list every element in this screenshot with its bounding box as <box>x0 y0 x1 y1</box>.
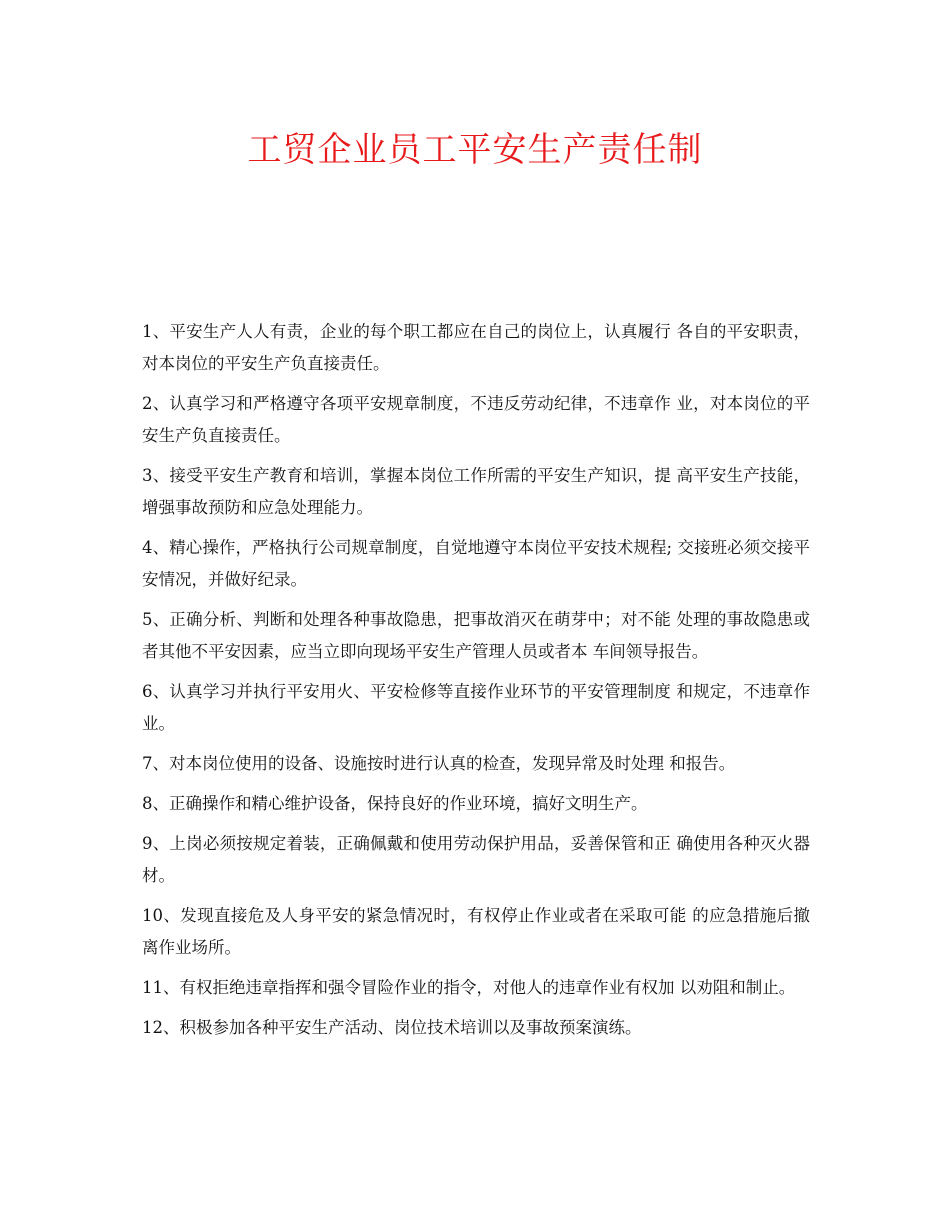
paragraph-7: 7、对本岗位使用的设备、设施按时进行认真的检查，发现异常及时处理 和报告。 <box>142 754 736 773</box>
paragraph-6: 6、认真学习并执行平安用火、平安检修等直接作业环节的平安管理制度 和规定，不违章作业。 <box>142 682 810 733</box>
paragraph-2: 2、认真学习和严格遵守各项平安规章制度，不违反劳动纪律，不违章作 业，对本岗位的平安生产负直接责任。 <box>142 394 810 445</box>
paragraph-3: 3、接受平安生产教育和培训，掌握本岗位工作所需的平安生产知识，提 高平安生产技能，增强事故预防和应急处理能力。 <box>142 466 810 517</box>
paragraph-11: 11、有权拒绝违章指挥和强令冒险作业的指令，对他人的违章作业有权加 以劝阻和制止。 <box>142 978 796 997</box>
paragraph-9: 9、上岗必须按规定着装，正确佩戴和使用劳动保护用品，妥善保管和正 确使用各种灭火器材。 <box>142 834 810 885</box>
paragraph-5: 5、正确分析、判断和处理各种事故隐患，把事故消灭在萌芽中；对不能 处理的事故隐患或者其他不平安因素，应当立即向现场平安生产管理人员或者本 车间领导报告。 <box>142 610 810 661</box>
paragraph-12: 12、积极参加各种平安生产活动、岗位技术培训以及事故预案演练。 <box>142 1018 642 1037</box>
paragraph-1: 1、平安生产人人有责，企业的每个职工都应在自己的岗位上，认真履行 各自的平安职责，对本岗位的平安生产负直接责任。 <box>142 322 810 373</box>
paragraph-8: 8、正确操作和精心维护设备，保持良好的作业环境，搞好文明生产。 <box>142 794 648 813</box>
document-title: 工贸企业员工平安生产责任制 <box>247 130 703 170</box>
paragraph-10: 10、发现直接危及人身平安的紧急情况时，有权停止作业或者在采取可能 的应急措施后撤离作业场所。 <box>142 906 810 957</box>
document-body <box>142 316 810 1052</box>
paragraph-4: 4、精心操作，严格执行公司规章制度，自觉地遵守本岗位平安技术规程; 交接班必须交接平安情况，并做好纪录。 <box>142 538 810 589</box>
